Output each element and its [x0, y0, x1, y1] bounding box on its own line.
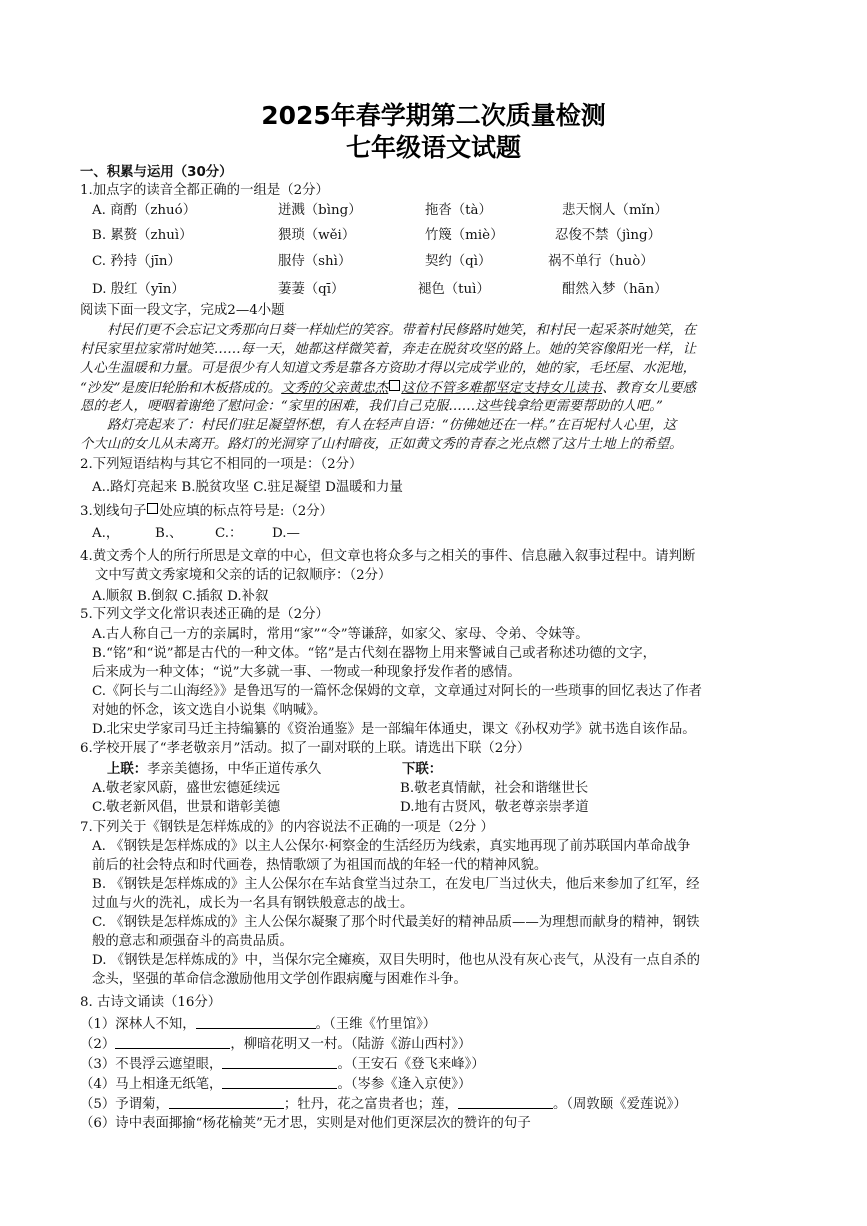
q1-option-b2: 猥琐（wěi）: [278, 228, 356, 243]
answer-blank[interactable]: [196, 1016, 316, 1029]
passage-line: [80, 380, 696, 397]
answer-blank[interactable]: [222, 1056, 337, 1069]
q8-text: （2）: [80, 1037, 116, 1052]
q7-line: A. 《钢铁是怎样炼成的》以主人公保尔·柯察金的生活经历为线索，真实地再现了前苏联国内革命战争: [92, 839, 691, 854]
q1-option-d1: D. 殷红（yīn）: [92, 282, 185, 297]
q7-line: D. 《钢铁是怎样炼成的》中，当保尔完全瘫痪，双目失明时，他也从没有灰心丧气，从没有一点自杀的: [92, 953, 700, 968]
q8-text: 。（岑参《逢入京使》）: [337, 1077, 472, 1092]
q1-option-b4: 忍俊不禁（jìng）: [555, 228, 661, 243]
q8-text: ；牡丹，花之富贵者也；莲，: [283, 1097, 458, 1112]
q1-option-c2: 服侍（shì）: [278, 254, 352, 269]
q8-text: 。（王维《竹里馆》）: [315, 1017, 437, 1032]
q3-option-b: B.、: [155, 526, 183, 541]
q1-option-c3: 契约（qì）: [425, 254, 492, 269]
q6-upper-text: 孝亲美德扬，中华正道传承久: [147, 762, 322, 777]
q8-text: （3）不畏浮云遮望眼，: [80, 1057, 223, 1072]
q6-option-b: B.敬老真情献，社会和谐继世长: [400, 781, 589, 796]
q7-line: 前后的社会特点和时代画卷，热情歌颂了为祖国而战的年轻一代的精神风貌。: [92, 858, 548, 873]
q3-option-a: A.，: [92, 526, 120, 541]
q1-option-b1: B. 累赘（zhuì）: [92, 228, 193, 243]
blank-box-icon: [147, 503, 158, 514]
q5-line: D.北宋史学家司马迁主持编纂的《资治通鉴》是一部编年体通史，课文《孙权劝学》就书选自该作品。: [92, 722, 696, 737]
q6-upper-couplet: [107, 762, 321, 778]
q6-lower-label: 下联：: [402, 762, 443, 777]
q5-line: 对她的怀念，该文选自小说集《呐喊》。: [92, 703, 327, 718]
q5-line: C.《阿长与二山海经》》是鲁迅写的一篇怀念保姆的文章，文章通过对阿长的一些琐事的回忆表达了作者: [92, 684, 702, 699]
passage-line: 恩的老人，哽咽着谢绝了慰问金：“家里的困难，我们自己克服……这些钱拿给更需要帮助的人吧。”: [80, 399, 663, 414]
passage-line: 路灯亮起来了：村民们驻足凝望怀想，有人在轻声自语：“仿佛她还在一样。”在百坭村人心里，这: [107, 418, 677, 433]
q6-upper-label: 上联：: [107, 762, 148, 777]
q7-line: 过血与火的洗礼，成长为一名具有钢铁般意志的战士。: [92, 896, 414, 911]
q1-option-b3: 竹篾（miè）: [425, 228, 504, 243]
passage-line: 村民家里拉家常时她笑……每一天，她都这样微笑着，奔走在脱贫攻坚的路上。她的笑容像阳光一样，让: [80, 342, 696, 357]
q8-item-1: [80, 1016, 436, 1033]
q4-options: A.顺叙 B.倒叙 C.插叙 D.补叙: [92, 589, 269, 604]
exam-subtitle: 七年级语文试题: [345, 133, 521, 162]
q8-text: （4）马上相逢无纸笔，: [80, 1077, 223, 1092]
q7-line: 般的意志和顽强奋斗的高贵品质。: [92, 934, 293, 949]
q8-item-2: [80, 1036, 471, 1053]
q6-option-c: C.敬老新风倡，世景和谐彰美德: [92, 800, 281, 815]
passage-text: 、教育女儿要感: [602, 381, 696, 396]
q8-item-4: [80, 1076, 471, 1093]
underlined-sentence-a: 文秀的父亲黄忠杰: [281, 381, 389, 396]
q8-text: 。（周敦颐《爱莲说》）: [552, 1097, 687, 1112]
q3-stem-text: 处应填的标点符号是:（2分）: [159, 504, 334, 519]
q7-line: 念头，坚强的革命信念激励他用文学创作跟病魔与困难作斗争。: [92, 972, 467, 987]
q5-stem: 5.下列文学文化常识表述正确的是（2分）: [80, 607, 329, 622]
q1-option-d4: 酣然入梦（hān）: [562, 282, 668, 297]
underlined-sentence-b: 这位不管多难都坚定支持女儿读书: [401, 381, 603, 396]
q8-stem: 8. 古诗文诵读（16分）: [80, 995, 222, 1010]
q1-option-c4: 祸不单行（huò）: [548, 254, 654, 269]
q6-stem: 6.学校开展了“孝老敬亲月”活动。拟了一副对联的上联。请选出下联（2分）: [80, 741, 531, 756]
answer-blank[interactable]: [458, 1096, 553, 1109]
passage-intro: 阅读下面一段文字，完成2—4小题: [80, 303, 285, 318]
blank-box-icon: [389, 380, 400, 391]
q1-option-d2: 萋萋（qī）: [278, 282, 345, 297]
q5-line: 后来成为一种文体；“说”大多就一事、一物或一种现象抒发作者的感情。: [92, 665, 521, 680]
section-heading: 一、积累与运用（30分）: [80, 165, 233, 180]
q6-option-d: D.地有古贤风，敬老尊亲崇孝道: [400, 800, 589, 815]
q5-line: B.“铭”和“说”都是古代的一种文体。“铭”是古代刻在器物上用来警诫自己或者称述功德的文字，: [92, 646, 657, 661]
q1-option-a2: 迸溅（bìng）: [278, 203, 362, 218]
q3-stem-text: 3.划线句子: [80, 504, 147, 519]
answer-blank[interactable]: [115, 1036, 230, 1049]
q1-option-d3: 褪色（tuì）: [418, 282, 490, 297]
q6-option-a: A.敬老家风蔚，盛世宏德延续远: [92, 781, 281, 796]
passage-line: 村民们更不会忘记文秀那向日葵一样灿烂的笑容。带着村民修路时她笑，和村民一起采茶时她笑，在: [107, 323, 697, 338]
q3-stem: [80, 503, 333, 520]
q4-stem-cont: 文中写黄文秀家境和父亲的话的记叙顺序：（2分）: [95, 568, 392, 583]
q2-stem: 2.下列短语结构与其它不相同的一项是：（2分）: [80, 457, 363, 472]
q4-stem: 4.黄文秀个人的所行所思是文章的中心，但文章也将众多与之相关的事件、信息融入叙事过程中。请判断: [80, 549, 696, 564]
q8-item-5: [80, 1096, 687, 1113]
q8-text: 。（王安石《登飞来峰》）: [337, 1057, 485, 1072]
passage-line: 人心生温暖和力量。可是很少有人知道文秀是靠各方资助才得以完成学业的，她的家，毛坯屋、水泥地，: [80, 361, 696, 376]
q8-text: （1）深林人不知，: [80, 1017, 196, 1032]
q3-option-d: D.—: [272, 526, 300, 541]
q1-option-a1: A. 商酌（zhuó）: [92, 203, 197, 218]
passage-line: 个大山的女儿从未离开。路灯的光洞穿了山村暗夜，正如黄文秀的青春之光点燃了这片土地上的希望。: [80, 437, 683, 452]
q1-stem: 1.加点字的读音全都正确的一组是（2分）: [80, 183, 329, 198]
q8-item-6: （6）诗中表面揶揄“杨花榆荚”无才思，实则是对他们更深层次的赞许的句子: [80, 1116, 531, 1131]
q8-text: （5）予谓菊，: [80, 1097, 169, 1112]
exam-title: 2025年春学期第二次质量检测: [261, 101, 606, 130]
q7-line: C. 《钢铁是怎样炼成的》主人公保尔凝聚了那个时代最美好的精神品质——为理想而献身的精神，钢铁: [92, 915, 700, 930]
passage-text: “沙发”是废旧轮胎和木板搭成的。: [80, 381, 282, 396]
q7-line: B. 《钢铁是怎样炼成的》主人公保尔在车站食堂当过杂工，在发电厂当过伙夫，他后来参加了红军，经: [92, 877, 700, 892]
answer-blank[interactable]: [169, 1096, 284, 1109]
q3-option-c: C.：: [215, 526, 243, 541]
q1-option-a3: 拖沓（tà）: [425, 203, 492, 218]
answer-blank[interactable]: [222, 1076, 337, 1089]
q1-option-c1: C. 矜持（jīn）: [92, 254, 181, 269]
q5-line: A.古人称自己一方的亲属时，常用“家”“令”等谦辞，如家父、家母、令弟、令妹等。: [92, 627, 589, 642]
q8-item-3: [80, 1056, 485, 1073]
q2-options: A..路灯亮起来 B.脱贫攻坚 C.驻足凝望 D温暖和力量: [92, 480, 403, 495]
q8-text: ，柳暗花明又一村。（陆游《游山西村》）: [230, 1037, 472, 1052]
q7-stem: 7.下列关于《钢铁是怎样炼成的》的内容说法不正确的一项是（2分 ）: [80, 820, 494, 835]
q1-option-a4: 悲天悯人（mǐn）: [562, 203, 668, 218]
